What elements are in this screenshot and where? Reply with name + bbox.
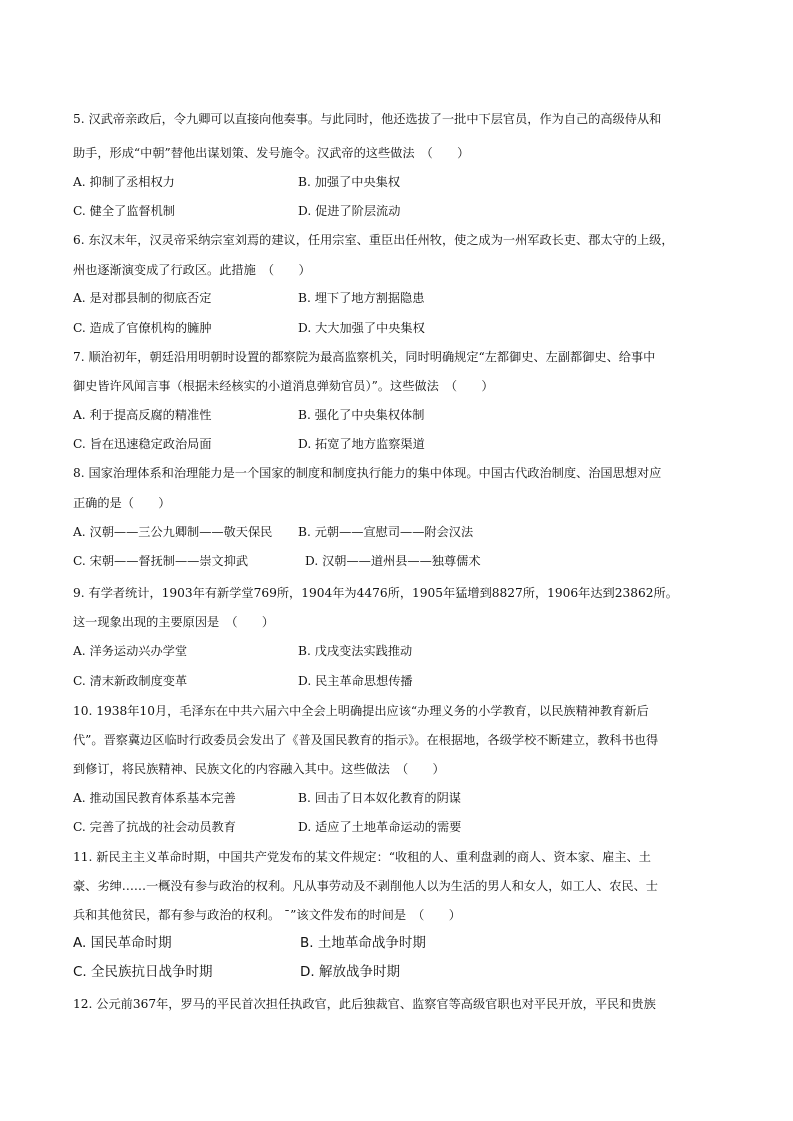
question-9-option-a: A. 洋务运动兴办学堂 (73, 644, 188, 658)
question-10-line-2: 代”。晋察冀边区临时行政委员会发出了《普及国民教育的指示》。在根据地，各级学校不断建立，教科书也得 (73, 733, 659, 747)
question-5-option-b: B. 加强了中央集权 (298, 175, 401, 189)
question-11-line-3: 兵和其他贫民，都有参与政治的权利。 ˉ”该文件发布的时间是 （ ） (73, 908, 461, 922)
question-5-option-a: A. 抑制了丞相权力 (73, 175, 175, 189)
question-10-option-c: C. 完善了抗战的社会动员教育 (73, 820, 236, 834)
question-6-line-2: 州也逐渐演变成了行政区。此措施 （ ） (73, 263, 311, 277)
question-11-option-c: C. 全民族抗日战争时期 (73, 964, 213, 980)
question-8-option-d: D. 汉朝——道州县——独尊儒术 (305, 554, 481, 568)
question-7-option-d: D. 拓宽了地方监察渠道 (298, 437, 425, 451)
question-10-line-3: 到修订，将民族精神、民族文化的内容融入其中。这些做法 （ ） (73, 762, 445, 776)
question-11-line-1: 11. 新民主主义革命时期，中国共产党发布的某文件规定：“收租的人、重利盘剥的商人、资本家、雇主、土 (73, 850, 651, 864)
question-8-option-a: A. 汉朝——三公九卿制——敬天保民 (73, 525, 273, 539)
question-8-line-1: 8. 国家治理体系和治理能力是一个国家的制度和制度执行能力的集中体现。中国古代政治制度、治国思想对应 (73, 466, 662, 480)
question-11-option-b: B. 土地革命战争时期 (300, 935, 426, 951)
question-7-option-a: A. 利于提高反腐的精准性 (73, 408, 212, 422)
question-10-option-a: A. 推动国民教育体系基本完善 (73, 791, 236, 805)
question-12-line-1: 12. 公元前367年，罗马的平民首次担任执政官，此后独裁官、监察官等高级官职也对平民开放，平民和贵族 (73, 997, 656, 1011)
question-9-option-b: B. 戊戌变法实践推动 (298, 644, 413, 658)
question-5-line-1: 5. 汉武帝亲政后，令九卿可以直接向他奏事。与此同时，他还选拔了一批中下层官员，作为自己的高级侍从和 (73, 112, 662, 126)
question-7-line-2: 御史皆许风闻言事（根据未经核实的小道消息弹劾官员）”。这些做法 （ ） (73, 379, 494, 393)
question-6-option-b: B. 埋下了地方割据隐患 (298, 291, 425, 305)
question-11-option-d: D. 解放战争时期 (300, 964, 400, 980)
question-10-line-1: 10. 1938年10月，毛泽东在中共六届六中全会上明确提出应该“办理义务的小学教育，以民族精神教育新后 (73, 704, 649, 718)
question-6-option-a: A. 是对郡县制的彻底否定 (73, 291, 212, 305)
question-11-option-a: A. 国民革命时期 (73, 935, 172, 951)
question-9-option-c: C. 清末新政制度变革 (73, 674, 188, 688)
question-9-line-2: 这一现象出现的主要原因是 （ ） (73, 615, 275, 629)
question-5-option-d: D. 促进了阶层流动 (298, 204, 401, 218)
question-5-option-c: C. 健全了监督机制 (73, 204, 175, 218)
question-5-line-2: 助手，形成“中朝”替他出谋划策、发号施令。汉武帝的这些做法 （ ） (73, 146, 470, 160)
question-6-line-1: 6. 东汉末年，汉灵帝采纳宗室刘焉的建议，任用宗室、重臣出任州牧，使之成为一州军政长吏、郡太守的上级， (73, 233, 674, 247)
question-8-option-b: B. 元朝——宣慰司——附会汉法 (298, 525, 474, 539)
question-11-line-2: 豪、劣绅……一概没有参与政治的权利。凡从事劳动及不剥削他人以为生活的男人和女人，如工人、农民、士 (73, 879, 658, 893)
question-7-option-c: C. 旨在迅速稳定政治局面 (73, 437, 212, 451)
question-6-option-d: D. 大大加强了中央集权 (298, 321, 425, 335)
question-9-option-d: D. 民主革命思想传播 (298, 674, 413, 688)
question-7-line-1: 7. 顺治初年，朝廷沿用明朝时设置的都察院为最高监察机关，同时明确规定“左都御史、左副都御史、给事中 (73, 350, 656, 364)
question-7-option-b: B. 强化了中央集权体制 (298, 408, 425, 422)
question-8-option-c: C. 宋朝——督抚制——崇文抑武 (73, 554, 249, 568)
question-8-line-2: 正确的是（ ） (73, 496, 171, 510)
question-6-option-c: C. 造成了官僚机构的臃肿 (73, 321, 212, 335)
question-10-option-d: D. 适应了土地革命运动的需要 (298, 820, 462, 834)
question-9-line-1: 9. 有学者统计，1903年有新学堂769所，1904年为4476所，1905年猛增到8827所，1906年达到23862所。 (73, 586, 678, 600)
question-10-option-b: B. 回击了日本奴化教育的阴谋 (298, 791, 461, 805)
